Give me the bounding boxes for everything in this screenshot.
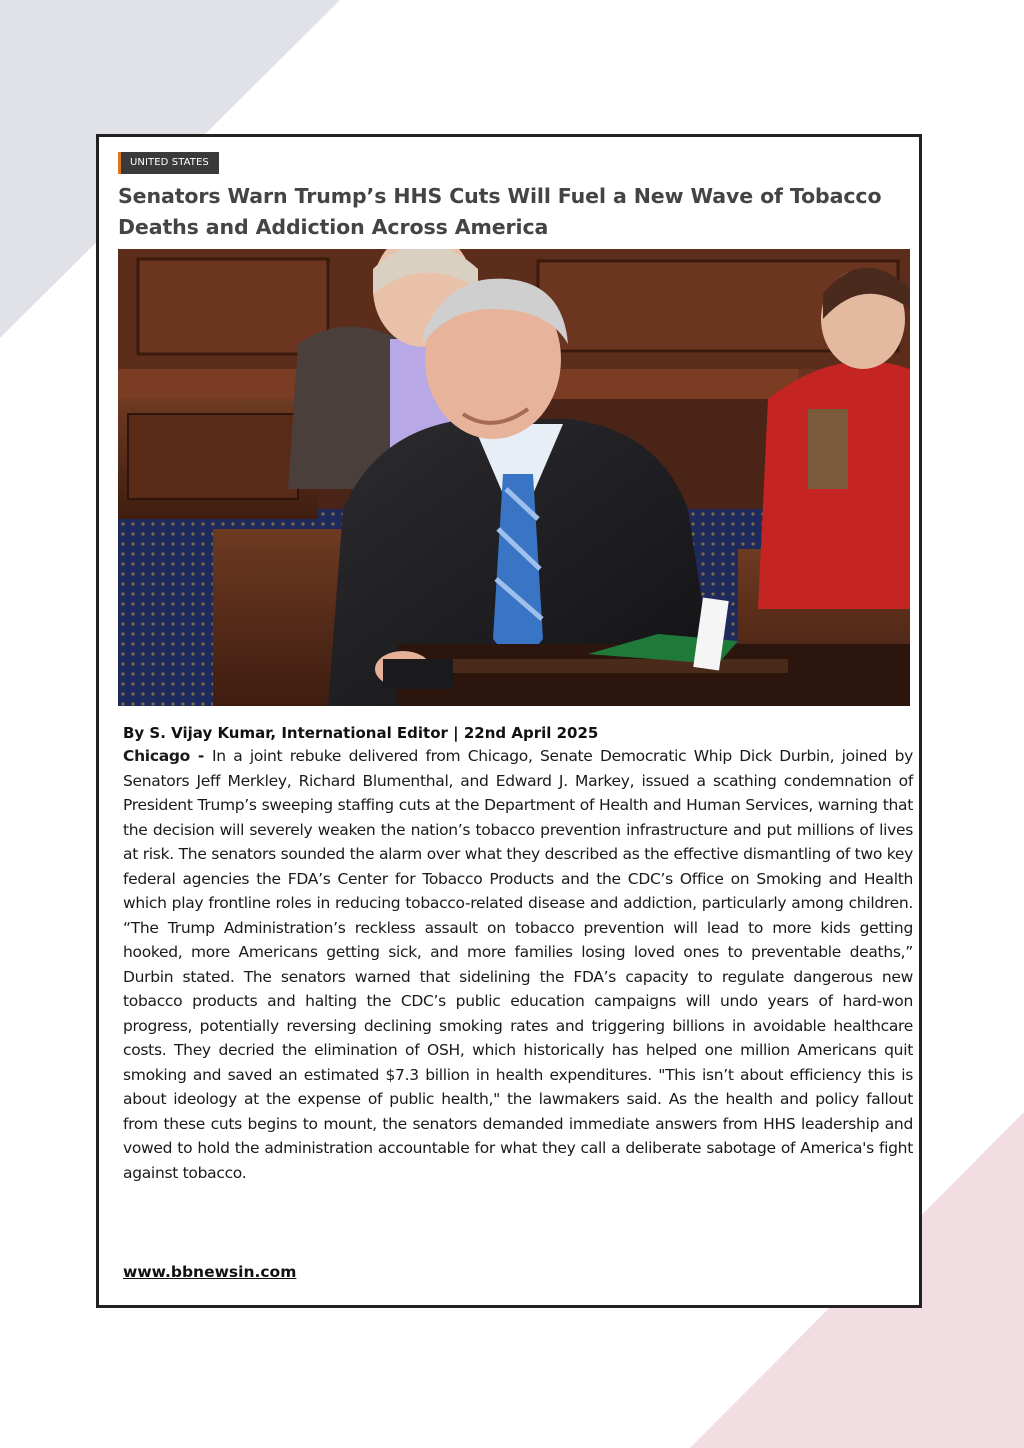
article-dateline: Chicago - bbox=[123, 747, 212, 765]
article-card bbox=[96, 134, 922, 1308]
article-headline: Senators Warn Trump’s HHS Cuts Will Fuel a New Wave of Tobacco Deaths and Addiction Across America bbox=[118, 184, 882, 239]
article-body bbox=[123, 744, 913, 1185]
article-body-text: In a joint rebuke delivered from Chicago, Senate Democratic Whip Dick Durbin, joined by Senators Jeff Merkley, Richard Blumenthal, and Edward J. Markey, issued a scathing condemnation of President Trump’s sweeping staffing cuts at the Department of Health and Human Services, warning that the decision will severely weaken the nation’s tobacco prevention infrastructure and put millions of lives at risk. The senators sounded the alarm over what they described as the effective dismantling of two key federal agencies the FDA’s Center for Tobacco Products and the CDC’s Office on Smoking and Health which play frontline roles in reducing tobacco-related disease and addiction, particularly among children. “The Trump Administration’s reckless assault on tobacco prevention will lead to more kids getting hooked, more Americans getting sick, and more families losing loved ones to preventable deaths,” Durbin stated. The senators warned that sidelining the FDA’s capacity to regulate dangerous new tobacco products and halting the CDC’s public education campaigns will undo years of hard-won progress, potentially reversing declining smoking rates and triggering billions in avoidable healthcare costs. They decried the elimination of OSH, which historically has helped one million Americans quit smoking and saved an estimated $7.3 billion in health expenditures. "This isn’t about efficiency this is about ideology at the expense of public health," the lawmakers said. As the health and policy fallout from these cuts begins to mount, the senators demanded immediate answers from HHS leadership and vowed to hold the administration accountable for what they call a deliberate sabotage of America's fight against tobacco. bbox=[123, 747, 913, 1182]
article-byline: By S. Vijay Kumar, International Editor | 22nd April 2025 bbox=[123, 724, 599, 742]
category-tag[interactable]: UNITED STATES bbox=[118, 152, 219, 174]
article-photo bbox=[118, 249, 910, 706]
website-link[interactable]: www.bbnewsin.com bbox=[123, 1263, 297, 1281]
